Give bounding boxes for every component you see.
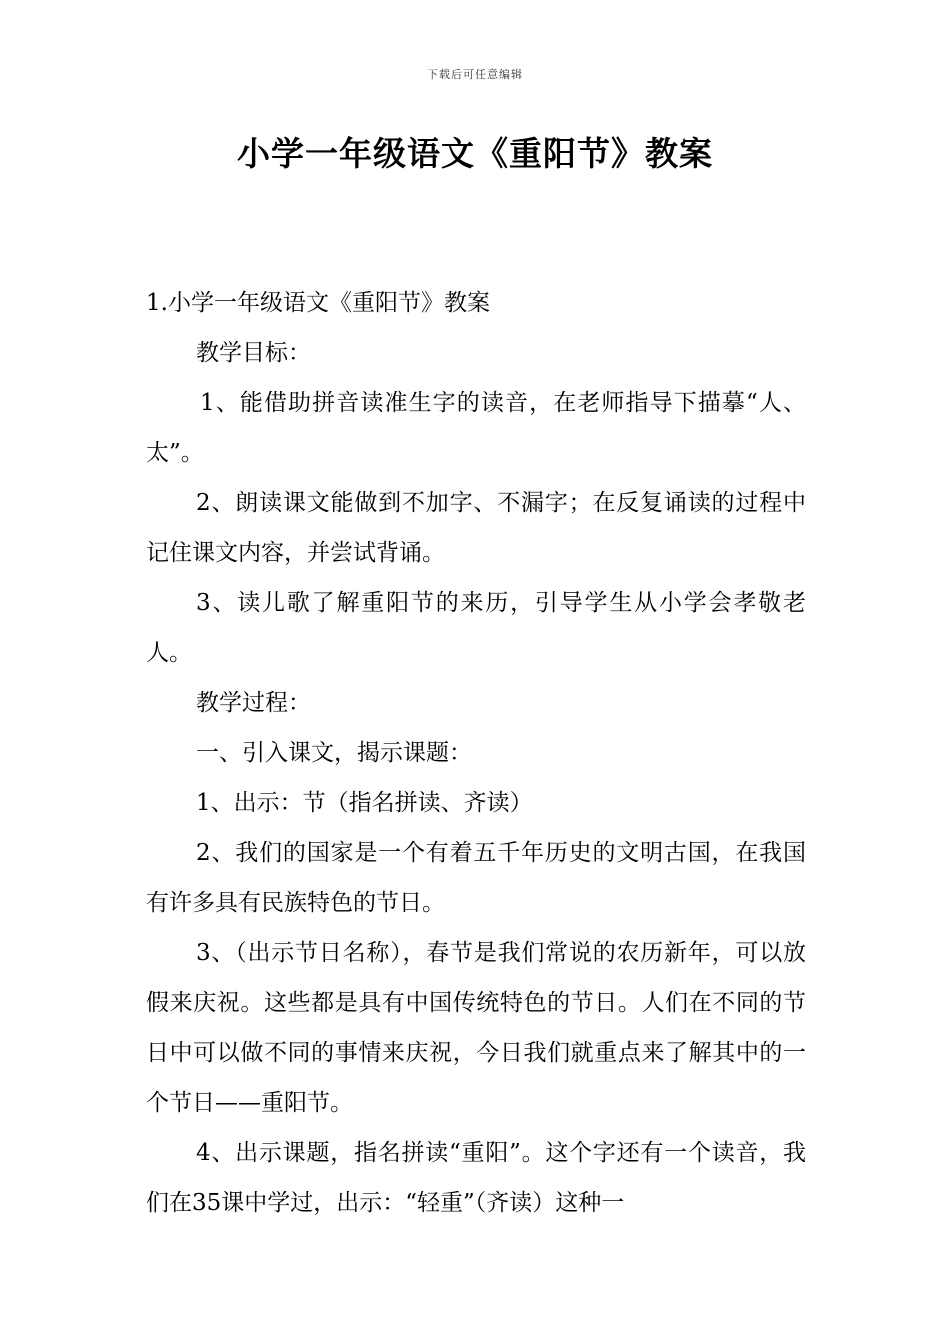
objective-item-2: 2、朗读课文能做到不加字、不漏字；在反复诵读的过程中记住课文内容，并尝试背诵。 (146, 490, 806, 566)
process-item-4: 4、出示课题，指名拼读“重阳”。这个字还有一个读音，我们在35课中学过，出示：“轻重”（齐读）这种一 (146, 1140, 806, 1216)
objectives-heading: 教学目标： (196, 340, 311, 366)
process-item-3: 3、（出示节日名称），春节是我们常说的农历新年，可以放假来庆祝。这些都是具有中国传统特色的节日。人们在不同的节日中可以做不同的事情来庆祝，今日我们就重点来了解其中的一个节日——重阳节。 (146, 940, 806, 1116)
process-item-2: 2、我们的国家是一个有着五千年历史的文明古国，在我国有许多具有民族特色的节日。 (146, 840, 806, 916)
objective-item-3: 3、读儿歌了解重阳节的来历，引导学生从小学会孝敬老人。 (146, 590, 806, 666)
process-step-heading: 一、引入课文，揭示课题： (196, 740, 472, 766)
page-header-note: 下载后可任意编辑 (427, 68, 523, 81)
objective-item-1: 1、能借助拼音读准生字的读音，在老师指导下描摹“人、太”。 (146, 390, 806, 466)
document-title: 小学一年级语文《重阳节》教案 (237, 134, 713, 173)
process-heading: 教学过程： (196, 690, 311, 716)
document-body (146, 278, 806, 1228)
process-item-1: 1、出示：节（指名拼读、齐读） (196, 790, 533, 816)
section-heading: 1.小学一年级语文《重阳节》教案 (146, 290, 490, 316)
